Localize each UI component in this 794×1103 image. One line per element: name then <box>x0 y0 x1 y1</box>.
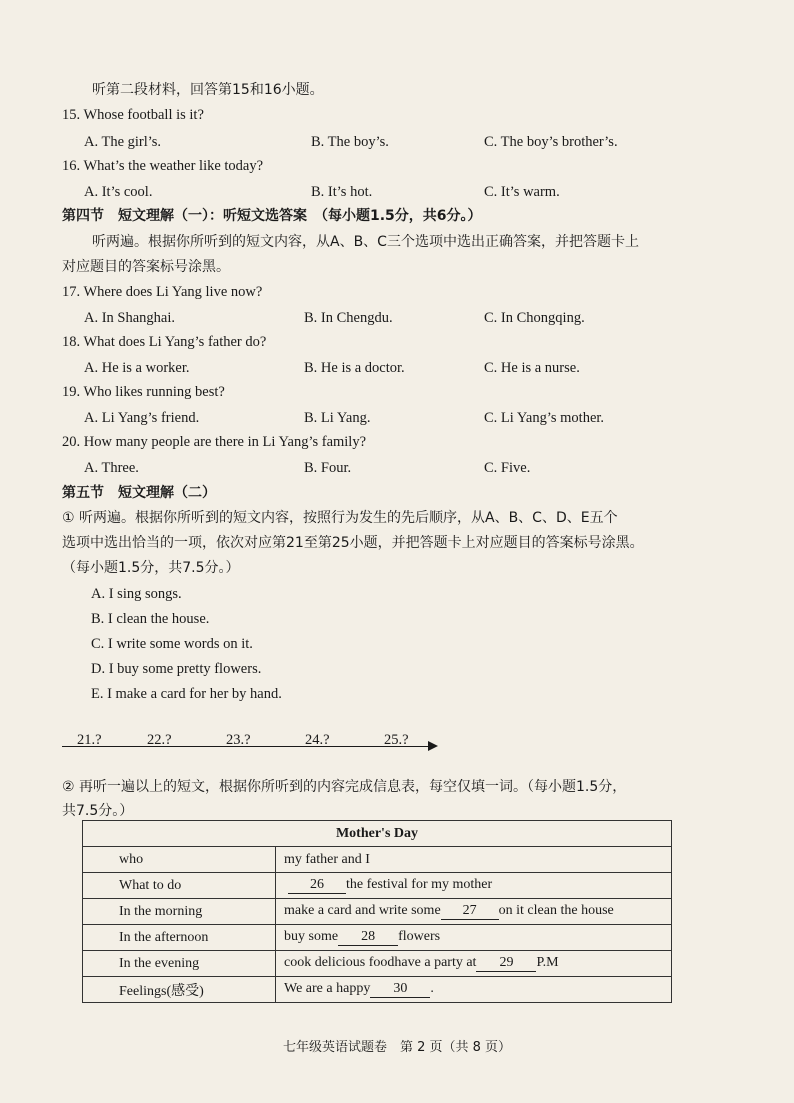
row-text-pre: buy some <box>284 929 339 944</box>
row-text-post: . <box>430 981 434 996</box>
event-option-e: E. I make a card for her by hand. <box>91 686 282 702</box>
q19-option-b: B. Li Yang. <box>304 410 371 426</box>
row-value <box>276 847 672 873</box>
section5-title: 第五节 短文理解（二） <box>62 485 216 501</box>
q16-option-a: A. It’s cool. <box>84 184 153 200</box>
q15-option-b: B. The boy’s. <box>311 134 389 150</box>
table-row <box>83 847 672 873</box>
q16-text: 16. What’s the weather like today? <box>62 158 264 174</box>
q17-option-a: A. In Shanghai. <box>84 310 176 326</box>
row-label: What to do <box>83 873 276 899</box>
row-label: In the afternoon <box>83 925 276 951</box>
row-text-post: the festival for my mother <box>346 877 493 892</box>
row-value <box>276 899 672 925</box>
q19-option-a: A. Li Yang’s friend. <box>84 410 200 426</box>
q18-option-b: B. He is a doctor. <box>304 360 405 376</box>
row-value <box>276 977 672 1003</box>
q20-option-b: B. Four. <box>304 460 352 476</box>
event-option-a: A. I sing songs. <box>91 586 182 602</box>
row-label: who <box>83 847 276 873</box>
blank-26[interactable]: 26 <box>288 877 346 894</box>
section5-instruction-3: （每小题1.5分，共7.5分。） <box>62 560 240 576</box>
q18-option-c: C. He is a nurse. <box>484 360 580 376</box>
row-value <box>276 925 672 951</box>
row-text-pre: We are a happy <box>284 981 371 996</box>
event-option-d: D. I buy some pretty flowers. <box>91 661 262 677</box>
q18-text: 18. What does Li Yang’s father do? <box>62 334 267 350</box>
row-text-post: P.M <box>536 955 559 970</box>
section5-part2-instruction-2: 共7.5分。） <box>62 803 134 819</box>
q17-option-c: C. In Chongqing. <box>484 310 585 326</box>
q20-option-a: A. Three. <box>84 460 139 476</box>
section4-title: 第四节 短文理解（一）：听短文选答案 （每小题1.5分，共6分。） <box>62 208 482 224</box>
row-value <box>276 873 672 899</box>
q15-option-c: C. The boy’s brother’s. <box>484 134 618 150</box>
table-row <box>83 899 672 925</box>
row-text-pre: cook delicious foodhave a party at <box>284 955 477 970</box>
sequence-label-23: 23.? <box>226 732 251 748</box>
sequence-label-22: 22.? <box>147 732 172 748</box>
section5-part2-instruction-1: ② 再听一遍以上的短文，根据你所听到的内容完成信息表，每空仅填一词。（每小题1.5分， <box>62 779 627 795</box>
mothers-day-info-table <box>82 820 672 1003</box>
sequence-label-24: 24.? <box>305 732 330 748</box>
section4-instruction-2: 对应题目的答案标号涂黑。 <box>62 259 230 275</box>
row-label: In the morning <box>83 899 276 925</box>
sequence-arrow-line <box>62 746 432 747</box>
table-row <box>83 873 672 899</box>
q16-option-c: C. It’s warm. <box>484 184 560 200</box>
blank-28[interactable]: 28 <box>338 929 398 946</box>
row-label: Feelings(感受) <box>83 977 276 1003</box>
table-header: Mother's Day <box>83 821 672 847</box>
q15-option-a: A. The girl’s. <box>84 134 162 150</box>
table-row <box>83 977 672 1003</box>
section-intro-2: 听第二段材料，回答第15和16小题。 <box>92 82 324 98</box>
sequence-label-25: 25.? <box>384 732 409 748</box>
q17-text: 17. Where does Li Yang live now? <box>62 284 263 300</box>
section4-instruction-1: 听两遍。根据你所听到的短文内容，从A、B、C三个选项中选出正确答案，并把答题卡上 <box>92 234 639 250</box>
q18-option-a: A. He is a worker. <box>84 360 190 376</box>
q20-text: 20. How many people are there in Li Yang’s family? <box>62 434 367 450</box>
arrow-head-icon <box>428 741 438 751</box>
section5-instruction-2: 选项中选出恰当的一项，依次对应第21至第25小题，并把答题卡上对应题目的答案标号涂黑。 <box>62 535 644 551</box>
sequence-label-21: 21.? <box>77 732 102 748</box>
page-footer: 七年级英语试题卷 第 2 页（共 8 页） <box>282 1040 512 1055</box>
q16-option-b: B. It’s hot. <box>311 184 373 200</box>
table-row <box>83 951 672 977</box>
event-option-b: B. I clean the house. <box>91 611 210 627</box>
row-text-post: flowers <box>398 929 441 944</box>
blank-27[interactable]: 27 <box>441 903 499 920</box>
q20-option-c: C. Five. <box>484 460 531 476</box>
event-option-c: C. I write some words on it. <box>91 636 253 652</box>
table-header-row <box>83 821 672 847</box>
table-row <box>83 925 672 951</box>
q19-text: 19. Who likes running best? <box>62 384 225 400</box>
row-text-pre: make a card and write some <box>284 903 441 918</box>
blank-30[interactable]: 30 <box>370 981 430 998</box>
q19-option-c: C. Li Yang’s mother. <box>484 410 605 426</box>
blank-29[interactable]: 29 <box>476 955 536 972</box>
q17-option-b: B. In Chengdu. <box>304 310 393 326</box>
row-text: my father and I <box>284 851 370 867</box>
row-text-post: on it clean the house <box>498 903 614 918</box>
q15-text: 15. Whose football is it? <box>62 107 204 123</box>
row-value <box>276 951 672 977</box>
section5-instruction-1: ① 听两遍。根据你所听到的短文内容，按照行为发生的先后顺序，从A、B、C、D、E五个 <box>62 510 618 526</box>
row-label: In the evening <box>83 951 276 977</box>
